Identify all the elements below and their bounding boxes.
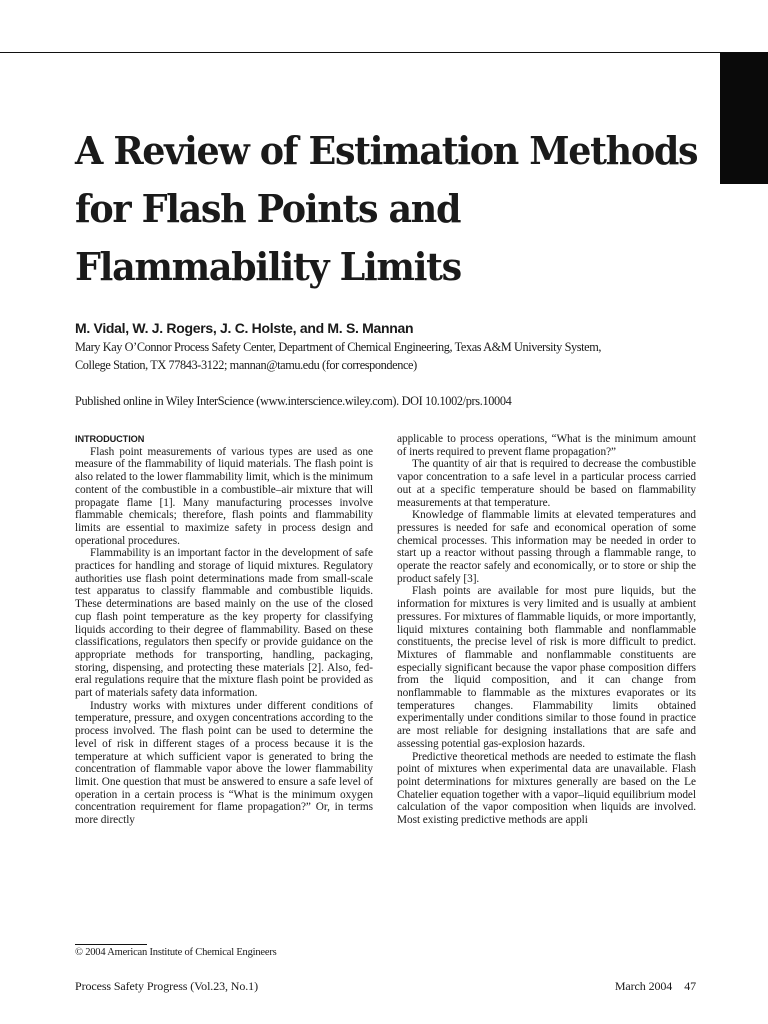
affiliation [75,339,601,374]
header-rule [0,52,722,53]
publication-note: Published online in Wiley InterScience (www.interscience.wiley.com). DOI 10.1002/prs.10004 [75,394,512,408]
copyright-footnote: © 2004 American Institute of Chemical Engineers [75,947,277,958]
paragraph: The quantity of air that is required to decrease the combustible vapor concentration to a safe level in a particular process carried out at a specific temperature should be based on flammability measurements at that temperature. [397,458,696,509]
authors: M. Vidal, W. J. Rogers, J. C. Holste, and M. S. Mannan [75,320,414,336]
footnote-rule [75,944,147,945]
right-column [397,433,696,827]
issue-date: March 2004 [614,979,673,993]
journal-footer: Process Safety Progress (Vol.23, No.1) [75,979,258,993]
article-title [75,122,698,296]
paragraph: Flammability is an important factor in the development of safe practices for handling and storage of liquid mixtures. Regulatory authorities use flash point determinations made from small-scale test apparatus to classify flammable and combustible liquids. These determinations are based mainly on the use of the closed cup flash point temperature as the key property for classifying liquids according to their degree of flammability. Based on these classifications, regulators then specify or provide guidance on the appropriate methods for transporting, handling, packaging, storing, dispensing, and protecting these materials [2]. Also, federal regulations require that the mixture flash point be provided as part of materials safety data information. [75,547,373,700]
paragraph: Knowledge of flammable limits at elevated temperatures and pressures is needed for safe and economical operation of some chemical processes. This information may be needed in order to start up a reactor without passing through a flammable range, to operate the reactor safely and economically, or to store or ship the product safely [3]. [397,509,696,585]
affiliation-line: Mary Kay O’Connor Process Safety Center, Department of Chemical Engineering, Texas A&M University System, [75,340,602,354]
section-heading: INTRODUCTION [75,434,145,444]
page-number: 47 [684,979,696,993]
paragraph: Predictive theoretical methods are needed to estimate the flash point of mixtures when experimental data are unavailable. Flash point determinations for mixtures generally are based on the Le Chatelier equation together with a vapor–liquid equilibrium model calculation of the vapor composition when liquids are involved. Most existing predictive methods are appli [397,750,696,827]
title-line: for Flash Points and [75,186,461,231]
side-tab-marker [720,52,768,184]
paragraph: applicable to process operations, “What is the minimum amount of inerts required to prevent flame propagation?” [397,433,696,458]
left-column [75,433,373,827]
date-page-footer [615,979,696,994]
title-line: Flammability Limits [75,244,461,289]
paragraph: Flash points are available for most pure liquids, but the information for mixtures is very limited and is usually at ambient pressures. For mixtures of flammable liquids, or more importantly, liquid mixtures containing both flammable and nonflammable constituents, the precise level of risk is more difficult to predict. Mixtures of flammable and nonflammable constituents are especially significant because the vapor phase composition differs from the liquid composition, and it can change from nonflammable to flammable as the mixtures evaporates or its temperatures changes. Flammability limits obtained experimentally under conditions similar to those found in practice are most reliable for designing installations that are safe and assessing potential gas-explosion hazards. [397,585,696,750]
paragraph: Flash point measurements of various types are used as one measure of the flammability of liquid materials. The flash point is also related to the lower flammability limit, which is the minimum content of the combustible in a combustible–air mixture that will propagate flame [1]. Many manufacturing processes involve flammable chemicals; therefore, flash points and flammability limits are essential to maximize safety in process design and operational procedures. [75,445,373,547]
affiliation-line: College Station, TX 77843-3122; mannan@tamu.edu (for correspondence) [75,357,417,372]
paragraph: Industry works with mixtures under different conditions of temperature, pressure, and oxygen concentrations according to the process involved. The flash point can be used to determine the level of risk in different stages of a process because it is the temperature at which sufficient vapor is generated to bring the concentration of flammable vapor above the lower flammability limit. One question that must be answered to ensure a safe level of operation in a certain process is “What is the minimum oxygen concentration requirement for flame propagation?” Or, in terms more directly [75,699,373,827]
title-line: A Review of Estimation Methods [75,128,698,173]
